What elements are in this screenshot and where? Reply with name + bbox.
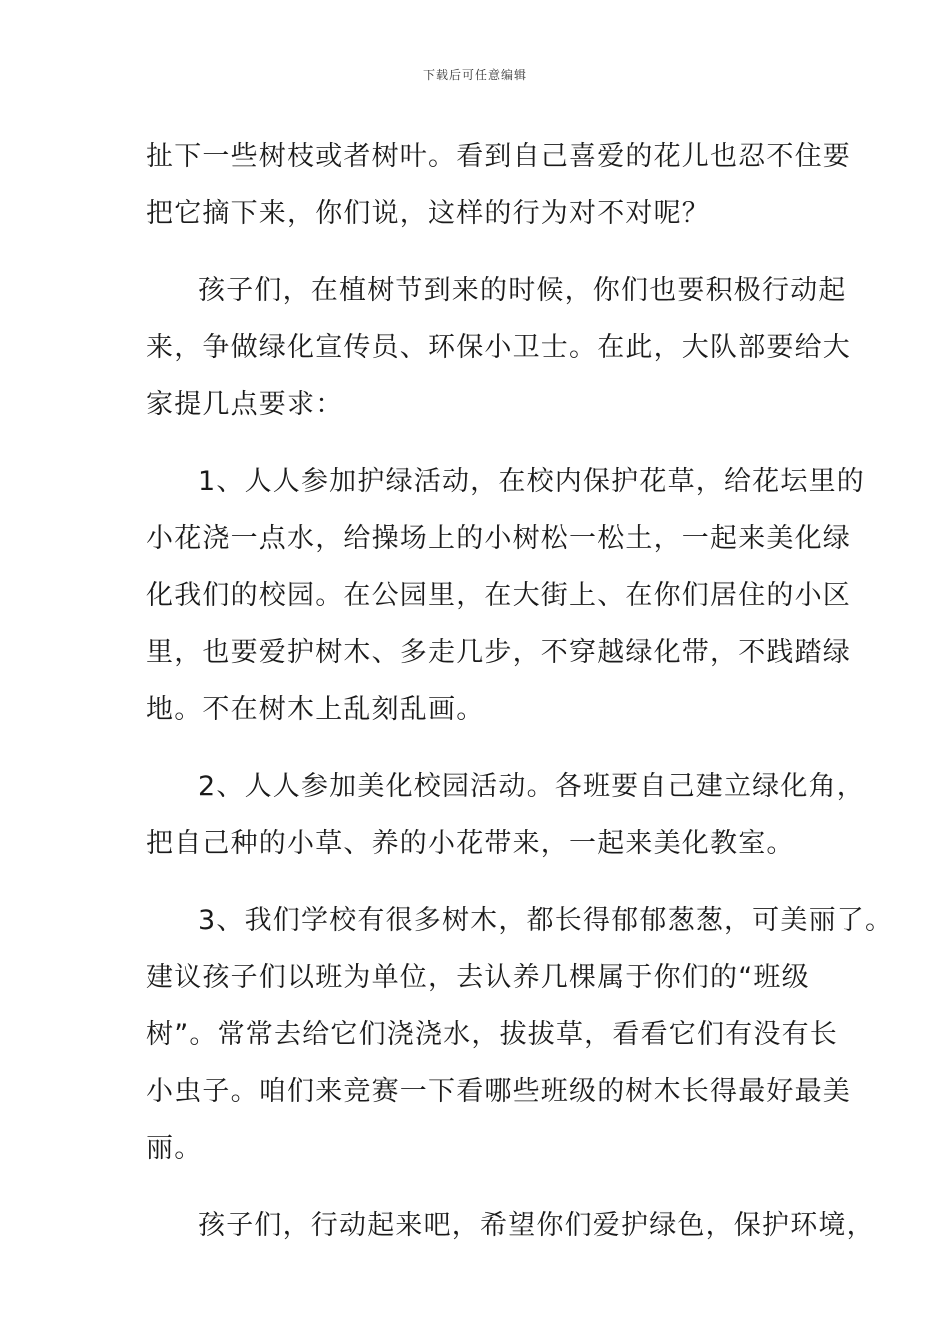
- text-line: 建议孩子们以班为单位，去认养几棵属于你们的“班级: [146, 962, 810, 993]
- text-line: 化我们的校园。在公园里，在大街上、在你们居住的小区: [146, 580, 851, 611]
- text-line: 把自己种的小草、养的小花带来，一起来美化教室。: [146, 828, 795, 859]
- text-line: 1、人人参加护绿活动，在校内保护花草，给花坛里的: [198, 466, 865, 497]
- text-line: 小花浇一点水，给操场上的小树松一松土，一起来美化绿: [146, 523, 851, 554]
- paragraph-1: [146, 128, 851, 242]
- text-line: 来，争做绿化宣传员、环保小卫士。在此，大队部要给大: [146, 332, 851, 363]
- paragraph-4: [146, 758, 865, 872]
- text-line: 里，也要爱护树木、多走几步，不穿越绿化带，不践踏绿: [146, 637, 851, 668]
- text-line: 扯下一些树枝或者树叶。看到自己喜爱的花儿也忍不住要: [146, 141, 851, 172]
- paragraph-5: [146, 892, 894, 1177]
- text-line: 小虫子。咱们来竞赛一下看哪些班级的树木长得最好最美: [146, 1076, 851, 1107]
- document-body: [146, 128, 894, 1254]
- page-header: 下载后可任意编辑: [422, 68, 527, 82]
- text-line: 家提几点要求：: [146, 389, 344, 420]
- text-line: 树”。常常去给它们浇浇水，拔拔草，看看它们有没有长: [146, 1019, 838, 1050]
- text-line: 把它摘下来，你们说，这样的行为对不对呢？: [146, 198, 710, 229]
- text-line: 2、人人参加美化校园活动。各班要自己建立绿化角，: [198, 771, 865, 802]
- text-line: 孩子们，在植树节到来的时候，你们也要积极行动起: [198, 275, 847, 306]
- text-line: 地。不在树木上乱刻乱画。: [146, 694, 485, 725]
- paragraph-6: [146, 1197, 875, 1254]
- text-line: 孩子们，行动起来吧，希望你们爱护绿色，保护环境，: [198, 1210, 875, 1241]
- paragraph-2: [146, 262, 851, 433]
- paragraph-3: [146, 453, 865, 738]
- text-line: 丽。: [146, 1133, 203, 1164]
- text-line: 3、我们学校有很多树木，都长得郁郁葱葱，可美丽了。: [198, 905, 894, 936]
